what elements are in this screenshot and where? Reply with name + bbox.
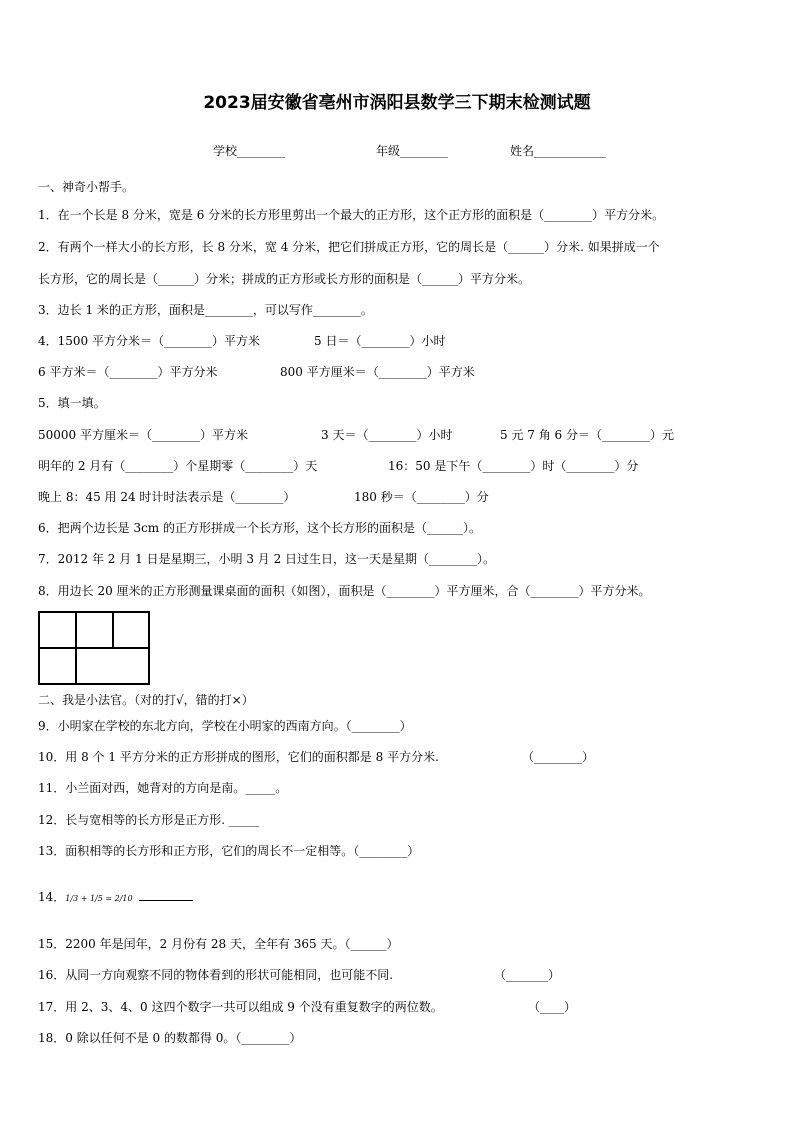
question-10: 10．用 8 个 1 平方分米的正方形拼成的图形，它们的面积都是 8 平方分米. xyxy=(38,750,439,764)
question-11: 11．小兰面对西，她背对的方向是南。_____。 xyxy=(38,781,288,795)
question-5: 5．填一填。 xyxy=(38,396,106,410)
question-18: 18．0 除以任何不是 0 的数都得 0。（________） xyxy=(38,1031,302,1045)
section-heading-1: 一、神奇小帮手。 xyxy=(38,180,135,194)
question-4a: 4．1500 平方分米＝（________）平方米 xyxy=(38,334,260,348)
question-10-answer: （________） xyxy=(522,750,595,764)
question-1: 1．在一个长是 8 分米，宽是 6 分米的长方形里剪出一个最大的正方形，这个正方形的面积是（________）平方分米。 xyxy=(38,208,665,222)
question-17: 17．用 2、3、4、0 这四个数字一共可以组成 9 个没有重复数字的两位数。 xyxy=(38,1000,443,1014)
section-heading-2: 二、我是小法官。（对的打√，错的打×） xyxy=(38,693,254,707)
question-14-number: 14． xyxy=(38,890,66,904)
question-6: 6．把两个边长是 3cm 的正方形拼成一个长方形，这个长方形的面积是（______）。 xyxy=(38,521,482,535)
question-3: 3．边长 1 米的正方形，面积是________，可以写作________。 xyxy=(38,303,373,317)
page-title: 2023届安徽省亳州市涡阳县数学三下期末检测试题 xyxy=(203,93,591,113)
question-4d: 800 平方厘米＝（________）平方米 xyxy=(280,365,475,379)
question-2-line-2: 长方形，它的周长是（______）分米；拼成的正方形或长方形的面积是（______）平方分米。 xyxy=(38,272,531,286)
question-9: 9．小明家在学校的东北方向，学校在小明家的西南方向。（________） xyxy=(38,719,412,733)
question-12: 12．长与宽相等的长方形是正方形. _____ xyxy=(38,813,259,827)
question-5e: 16：50 是下午（________）时（________）分 xyxy=(388,459,639,473)
question-14 xyxy=(38,890,193,906)
question-5c: 5 元 7 角 6 分＝（________）元 xyxy=(500,428,674,442)
answer-line xyxy=(139,890,193,901)
question-5d: 明年的 2 月有（________）个星期零（________）天 xyxy=(38,459,318,473)
question-5g: 180 秒＝（________）分 xyxy=(354,490,489,504)
question-13: 13．面积相等的长方形和正方形，它们的周长不一定相等。（________） xyxy=(38,844,420,858)
question-5f: 晚上 8：45 用 24 时计时法表示是（________） xyxy=(38,490,296,504)
question-4c: 6 平方米＝（________）平方分米 xyxy=(38,365,218,379)
fraction-expression: 1/3 + 1/5 = 2/10 xyxy=(65,894,133,903)
question-7: 7．2012 年 2 月 1 日是星期三，小明 3 月 2 日过生日，这一天是星期（________）。 xyxy=(38,552,496,566)
grade-field: 年级________ xyxy=(376,144,449,158)
question-15: 15．2200 年是闰年，2 月份有 28 天，全年有 365 天。（______） xyxy=(38,937,399,951)
question-8: 8．用边长 20 厘米的正方形测量课桌面的面积（如图），面积是（________）平方厘米，合（________）平方分米。 xyxy=(38,584,651,598)
question-4b: 5 日＝（________）小时 xyxy=(314,334,446,348)
question-5a: 50000 平方厘米＝（________）平方米 xyxy=(38,428,248,442)
name-field: 姓名____________ xyxy=(510,144,607,158)
question-16-answer: （_______） xyxy=(494,968,561,982)
question-16: 16．从同一方向观察不同的物体看到的形状可能相同，也可能不同. xyxy=(38,968,394,982)
question-17-answer: （____） xyxy=(528,1000,577,1014)
question-5b: 3 天＝（________）小时 xyxy=(321,428,453,442)
question-2-line-1: 2．有两个一样大小的长方形，长 8 分米，宽 4 分米，把它们拼成正方形，它的周长是（______）分米. 如果拼成一个 xyxy=(38,240,660,254)
school-field: 学校________ xyxy=(213,144,286,158)
desk-measure-figure xyxy=(38,611,150,685)
